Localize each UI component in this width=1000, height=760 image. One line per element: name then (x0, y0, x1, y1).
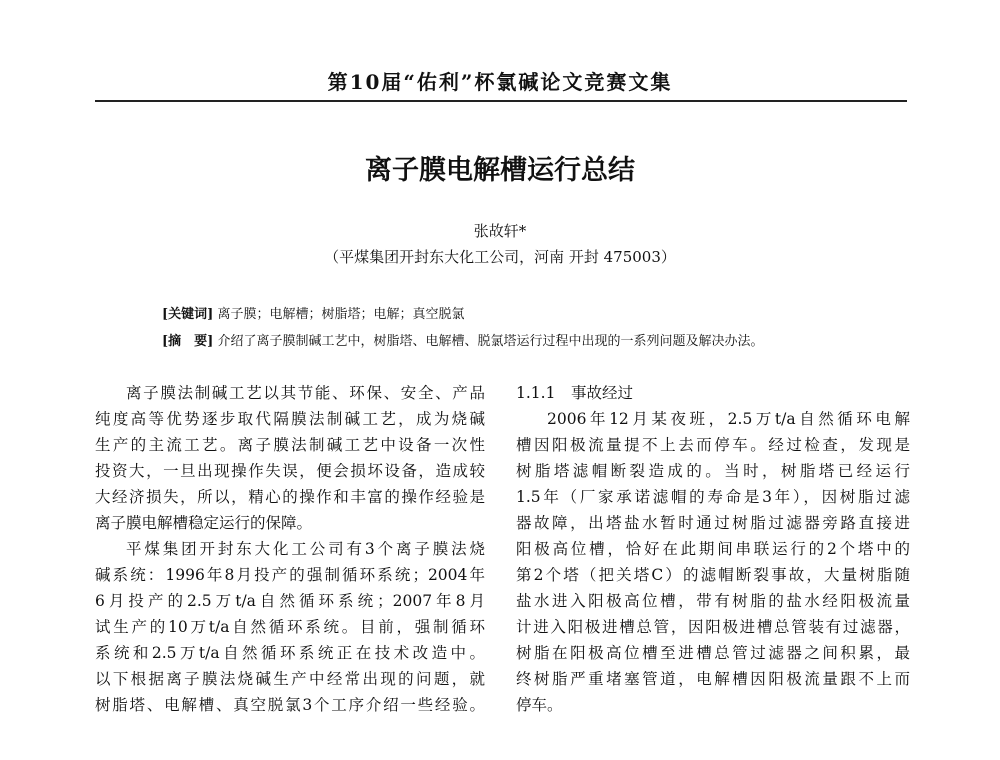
body-line: 投资大，一旦出现操作失误，便会损坏设备，造成较 (95, 462, 485, 480)
body-line: 纯度高等优势逐步取代隔膜法制碱工艺，成为烧碱 (95, 410, 485, 428)
body-line: 试生产的10万t/a自然循环系统。目前，强制循环 (95, 618, 485, 636)
abstract (162, 330, 763, 349)
keywords-label: [关键词] (162, 307, 214, 322)
body-line: 生产的主流工艺。离子膜法制碱工艺中设备一次性 (95, 436, 485, 454)
body-line: 停车。 (516, 696, 563, 714)
body-line: 离子膜法制碱工艺以其节能、环保、安全、产品 (126, 384, 485, 402)
keywords-text: 离子膜；电解槽；树脂塔；电解；真空脱氯 (217, 307, 465, 322)
body-line: 2006年12月某夜班，2.5万t/a自然循环电解 (547, 410, 910, 428)
keywords (162, 303, 464, 322)
running-header: 第10届“佑利”杯氯碱论文竞赛文集 (327, 70, 673, 94)
body-right-column (516, 380, 910, 718)
article-title: 离子膜电解槽运行总结 (365, 155, 635, 186)
body-line: 计进入阳极进槽总管，因阳极进槽总管装有过滤器， (516, 618, 910, 636)
body-line: 碱系统：1996年8月投产的强制循环系统；2004年 (95, 566, 485, 584)
body-line: 系统和2.5万t/a自然循环系统正在技术改造中。 (95, 644, 485, 662)
body-line: 树脂在阳极高位槽至进槽总管过滤器之间积累，最 (516, 644, 910, 662)
body-line: 树脂塔滤帽断裂造成的。当时，树脂塔已经运行 (516, 462, 910, 480)
body-line: 盐水进入阳极高位槽，带有树脂的盐水经阳极流量 (516, 592, 910, 610)
body-line: 阳极高位槽，恰好在此期间串联运行的2个塔中的 (516, 540, 910, 558)
section-heading: 1.1.1 事故经过 (516, 384, 633, 402)
body-line: 6月投产的2.5万t/a自然循环系统；2007年8月 (95, 592, 485, 610)
body-line: 离子膜电解槽稳定运行的保障。 (95, 514, 313, 532)
author-name: 张故轩* (473, 222, 527, 240)
abstract-label: [摘 要] (162, 334, 214, 349)
body-line: 器故障，出塔盐水暂时通过树脂过滤器旁路直接进 (516, 514, 910, 532)
body-left-column (95, 380, 485, 718)
body-line: 槽因阳极流量提不上去而停车。经过检查，发现是 (516, 436, 910, 454)
body-line: 平煤集团开封东大化工公司有3个离子膜法烧 (126, 540, 485, 558)
body-line: 1.5年（厂家承诺滤帽的寿命是3年），因树脂过滤 (516, 488, 910, 506)
body-line: 树脂塔、电解槽、真空脱氯3个工序介绍一些经验。 (95, 696, 485, 714)
body-line: 大经济损失，所以，精心的操作和丰富的操作经验是 (95, 488, 485, 506)
body-line: 以下根据离子膜法烧碱生产中经常出现的问题，就 (95, 670, 485, 688)
author-affiliation: （平煤集团开封东大化工公司，河南 开封 475003） (324, 248, 676, 266)
body-line: 终树脂严重堵塞管道，电解槽因阳极流量跟不上而 (516, 670, 910, 688)
abstract-text: 介绍了离子膜制碱工艺中，树脂塔、电解槽、脱氯塔运行过程中出现的一系列问题及解决办法。 (217, 334, 764, 349)
header-rule (95, 100, 907, 102)
body-line: 第2个塔（把关塔C）的滤帽断裂事故，大量树脂随 (516, 566, 910, 584)
